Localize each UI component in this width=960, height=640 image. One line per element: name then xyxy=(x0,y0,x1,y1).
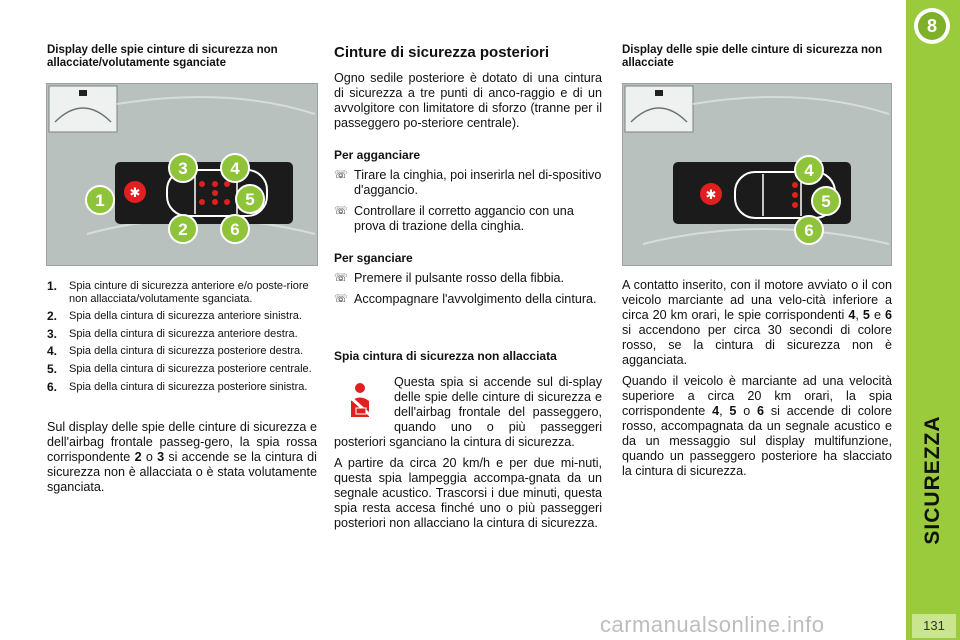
text-run: si accende di colore rosso, accompagnata da un segnale acustico e da un messaggio sul display multifunzione, quando un passeggero posteriore ha slacciato la cintura di sicurezza. xyxy=(622,404,893,478)
right-heading: Display delle spie delle cinture di sicurezza non allacciate xyxy=(622,44,883,69)
unfasten-step xyxy=(334,271,602,286)
legend-item xyxy=(47,310,319,323)
section-title xyxy=(905,400,960,560)
left-heading: Display delle spie cinture di sicurezza non allacciate/volutamente sganciate xyxy=(47,44,278,69)
page-number: 131 xyxy=(912,614,956,638)
fasten-step xyxy=(334,204,602,234)
chapter-badge xyxy=(914,8,950,44)
seat-dot xyxy=(199,181,205,187)
seat-dot xyxy=(199,199,205,205)
legend-number: 1. xyxy=(47,279,58,293)
right-dashboard-illustration xyxy=(623,84,891,265)
warning-body xyxy=(334,375,602,531)
callout-4 xyxy=(221,154,249,182)
rear-belts-intro: Ogno sedile posteriore è dotato di una cintura di sicurezza a tre punti di anco-raggio e di un avvolgitore con limitatore di sforzo (tranne per il passeggero po-steriore centrale). xyxy=(334,71,602,130)
indicator-number: 4 xyxy=(712,404,720,418)
text-run: o xyxy=(141,450,158,464)
seatbelt-icon-glyph: ✱ xyxy=(129,186,141,201)
section-title-text: SICUREZZA xyxy=(921,415,944,545)
legend-list xyxy=(47,280,319,393)
dashboard-curve-1 xyxy=(693,97,889,114)
indicator-number: 6 xyxy=(757,404,765,418)
right-dashboard-figure xyxy=(622,83,892,266)
indicator-number: 6 xyxy=(884,308,892,322)
chapter-number: 8 xyxy=(918,12,946,40)
watermark: carmanualsonline.info xyxy=(600,612,825,637)
seat-dot xyxy=(792,192,798,198)
callout-2 xyxy=(169,215,197,243)
seat-dot xyxy=(212,199,218,205)
callout-label: 5 xyxy=(821,192,831,211)
dashboard-curve-1 xyxy=(117,97,315,114)
warning-heading: Spia cintura di sicurezza non allacciata xyxy=(334,349,557,363)
legend-number: 4. xyxy=(47,344,58,359)
text-run: o xyxy=(736,404,758,418)
right-paragraph-1 xyxy=(622,278,892,368)
callout-label: 4 xyxy=(804,161,814,180)
callout-label: 3 xyxy=(178,159,188,178)
phone-bullet-icon: ☏ xyxy=(334,272,348,284)
phone-bullet-icon: ☏ xyxy=(334,293,348,305)
indicator-number: 2 xyxy=(134,450,142,464)
text-run: , xyxy=(855,308,863,322)
text-run: si accende se la cintura di sicurezza non è allacciata o è stata volutamente sganciata. xyxy=(47,450,317,494)
seat-dot xyxy=(224,199,230,205)
legend-text: Spia della cintura di sicurezza anteriore destra. xyxy=(69,327,298,340)
legend-text: Spia della cintura di sicurezza anteriore sinistra. xyxy=(69,310,302,323)
indicator-number: 5 xyxy=(729,404,737,418)
legend-item xyxy=(47,280,319,305)
step-text: Premere il pulsante rosso della fibbia. xyxy=(354,271,565,285)
callout-label: 5 xyxy=(245,190,255,209)
legend-text: Spia della cintura di sicurezza posteriore sinistra. xyxy=(69,380,308,393)
step-text: Controllare il corretto aggancio con una prova di trazione della cinghia. xyxy=(354,204,574,233)
legend-item xyxy=(47,363,319,376)
legend-item xyxy=(47,381,319,394)
fasten-step xyxy=(334,168,602,198)
legend-text: Spia della cintura di sicurezza posteriore centrale. xyxy=(69,362,312,375)
seat-dot xyxy=(212,190,218,196)
legend-item xyxy=(47,328,319,341)
left-legend xyxy=(47,280,319,398)
left-heading-block xyxy=(47,44,317,70)
callout-label: 4 xyxy=(230,159,240,178)
seat-dot xyxy=(792,202,798,208)
warning-paragraph-2: A partire da circa 20 km/h e per due mi-nuti, questa spia lampeggia accompa-gnata da un segnale acustico. Trascorsi i due minuti, questa spia resta accesa finché uno o più passeggeri posteriori non allacciano la cintura di sicurezza. xyxy=(334,456,602,530)
step-text: Accompagnare l'avvolgimento della cintura. xyxy=(354,292,597,306)
callout-4 xyxy=(795,156,823,184)
text-run: A contatto inserito, con il motore avviato o il con veicolo marciante ad una velo-cità inferiore a circa 20 km orari, le spie corrispondenti xyxy=(622,278,892,322)
step-text: Tirare la cinghia, poi inserirla nel di-spositivo d'aggancio. xyxy=(354,168,602,197)
middle-column xyxy=(334,44,602,313)
phone-bullet-icon: ☏ xyxy=(334,205,348,217)
callout-6 xyxy=(221,215,249,243)
indicator-number: 4 xyxy=(848,308,856,322)
seat-dot xyxy=(792,182,798,188)
fasten-heading: Per agganciare xyxy=(334,148,421,162)
callout-label: 6 xyxy=(804,221,814,240)
right-paragraph-2 xyxy=(622,374,892,479)
callout-6 xyxy=(795,216,823,244)
text-run: , xyxy=(719,404,730,418)
unfasten-heading: Per sganciare xyxy=(334,251,413,265)
left-dashboard-figure xyxy=(46,83,318,266)
text-run: Quando il veicolo è marciante ad una velocità superiore a circa 20 km orari, la spia corrispondente xyxy=(622,374,892,418)
callout-1 xyxy=(86,186,114,214)
indicator-number: 5 xyxy=(862,308,870,322)
callout-label: 6 xyxy=(230,220,240,239)
callout-5 xyxy=(236,185,264,213)
legend-number: 2. xyxy=(47,309,58,324)
unfasten-step xyxy=(334,292,602,307)
phone-bullet-icon: ☏ xyxy=(334,169,348,181)
seat-dot xyxy=(212,181,218,187)
warning-paragraph-1: Questa spia si accende sul di-splay delle spie delle cinture di sicurezza e dell'airbag frontale del passeggero, quando uno o più passeggeri posteriori sganciano la cintura di sicurezza. xyxy=(334,375,602,449)
legend-text: Spia cinture di sicurezza anteriore e/o poste-riore non allacciata/volutamente sganciata. xyxy=(69,280,309,305)
right-text-block xyxy=(622,278,892,485)
left-dashboard-illustration xyxy=(47,84,317,265)
text-run: si accendono per circa 30 secondi di colore rosso, se la cintura di sicurezza non è agganciata. xyxy=(622,323,892,367)
dashboard-thumb-display xyxy=(655,90,663,96)
legend-item xyxy=(47,345,319,358)
callout-5 xyxy=(812,187,840,215)
left-paragraph-block xyxy=(47,420,317,501)
text-run: Sul display delle spie delle cinture di sicurezza e dell'airbag frontale passeg-gero, la spia rossa corrispondente xyxy=(47,420,317,464)
middle-warning-block xyxy=(334,350,602,537)
legend-number: 3. xyxy=(47,326,58,341)
callout-3 xyxy=(169,154,197,182)
left-paragraph xyxy=(47,420,317,495)
callout-label: 2 xyxy=(178,220,188,239)
seatbelt-warning-icon xyxy=(340,381,380,421)
dashboard-thumb-display xyxy=(79,90,87,96)
legend-number: 5. xyxy=(47,361,58,376)
callout-label: 1 xyxy=(95,191,105,210)
indicator-number: 3 xyxy=(157,450,165,464)
dashboard-curve-2 xyxy=(643,229,889,244)
legend-text: Spia della cintura di sicurezza posteriore destra. xyxy=(69,345,304,358)
right-heading-block xyxy=(622,44,892,70)
legend-number: 6. xyxy=(47,379,58,394)
text-run: e xyxy=(869,308,885,322)
rear-belts-heading: Cinture di sicurezza posteriori xyxy=(334,44,550,61)
seatbelt-icon-glyph: ✱ xyxy=(705,188,717,203)
seat-dot xyxy=(224,181,230,187)
